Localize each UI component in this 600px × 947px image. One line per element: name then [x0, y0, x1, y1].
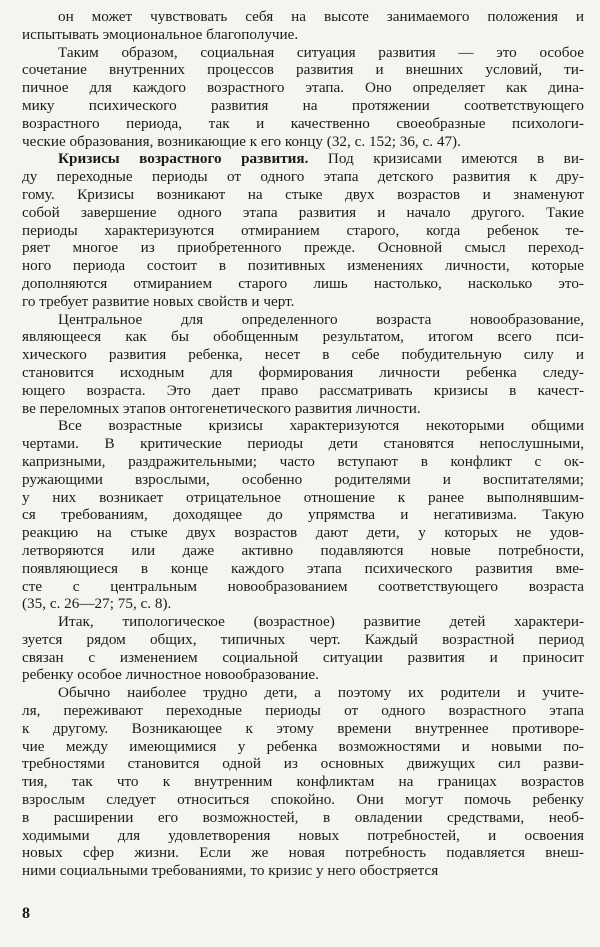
- text-line: собой завершение одного этапа развития и начало другого. Такие: [22, 203, 584, 221]
- text-line: Центральное для определенного возраста новообразование,: [58, 310, 584, 328]
- text-line: ними социальными требованиями, то кризис у него обостряется: [22, 862, 439, 880]
- text-line: тия, так что к внутренним конфликтам на границах возрастов: [22, 773, 584, 791]
- text-line: капризными, раздражительными; часто вступают в конфликт с ок-: [22, 452, 584, 470]
- text-line: в расширении его возможностей, в овладении средствами, необ-: [22, 808, 584, 826]
- text-line: ребенку особое личностное новообразование.: [22, 666, 319, 684]
- text-line: реакцию на стыке двух возрастов дают дети, у которых не удов-: [22, 524, 584, 542]
- text-line: Итак, типологическое (возрастное) развитие детей характери-: [58, 613, 584, 631]
- text-line: чие между имеющимися у ребенка возможностями и новыми по-: [22, 737, 584, 755]
- paragraph: [22, 8, 584, 44]
- text-line: ся требованиям, доходящее до упрямства и негативизма. Такую: [22, 506, 584, 524]
- text-line: зуется рядом общих, типичных черт. Каждый возрастной период: [22, 630, 584, 648]
- text-line: ружающими взрослыми, особенно родителями и воспитателями;: [22, 470, 584, 488]
- text-line: ля, переживают переходные периоды от одного возрастного этапа: [22, 702, 584, 720]
- text-line: Обычно наиболее трудно дети, а поэтому их родители и учите-: [58, 684, 584, 702]
- text-line: гому. Кризисы возникают на стыке двух возрастов и знаменуют: [22, 185, 584, 203]
- text-line: взрослым следует относиться спокойно. Они могут помочь ребенку: [22, 791, 584, 809]
- text-line-content: Под кризисами имеются в ви-: [308, 150, 585, 168]
- text-line: являющееся как бы обобщенным результатом, итогом всего пси-: [22, 328, 584, 346]
- text-line: Все возрастные кризисы характеризуются некоторыми общими: [58, 417, 584, 435]
- text-line: летворяются или даже активно подавляются новые потребности,: [22, 541, 584, 559]
- text-line: у них возникает отрицательное отношение к ранее выполнявшим-: [22, 488, 584, 506]
- page-number: 8: [22, 905, 30, 922]
- paragraph: [22, 44, 584, 151]
- text-line: ходимыми для удовлетворения новых потребностей, и освоения: [22, 826, 584, 844]
- text-line: (35, с. 26—27; 75, с. 8).: [22, 595, 172, 613]
- text-line: к другому. Возникающее к этому времени внутреннее противоре-: [22, 719, 584, 737]
- text-line: Таким образом, социальная ситуация развития — это особое: [58, 43, 584, 61]
- text-line: ряет многое из приобретенного прежде. Основной смысл переход-: [22, 239, 584, 257]
- text-line: го требует развитие новых свойств и черт.: [22, 292, 295, 310]
- section-heading: Кризисы возрастного развития.: [58, 150, 309, 168]
- text-line: сочетание внутренних процессов развития и внешних условий, ти-: [22, 61, 584, 79]
- text-line: мику психического развития на протяжении соответствующего: [22, 96, 584, 114]
- text-line: чертами. В критические периоды дети становятся непослушными,: [22, 435, 584, 453]
- text-line: новых сфер жизни. Если же новая потребность подавляется внеш-: [22, 844, 584, 862]
- text-line: ве переломных этапов онтогенетического развития личности.: [22, 399, 421, 417]
- text-line: он может чувствовать себя на высоте занимаемого положения и: [58, 8, 584, 25]
- paragraph: [22, 311, 584, 418]
- text-line: сте с центральным новообразованием соответствующего возраста: [22, 577, 584, 595]
- text-line: становится исходным для формирования личности ребенка следу-: [22, 363, 584, 381]
- text-line: требностями становится одной из основных движущих сил разви-: [22, 755, 584, 773]
- page-text: [22, 8, 584, 880]
- text-line: возрастного периода, так и качественно своеобразные психологи-: [22, 114, 584, 132]
- paragraph: [22, 613, 584, 684]
- text-line: связан с изменением социальной ситуации развития и приносит: [22, 648, 584, 666]
- text-line: дополняются отмиранием старого лишь настолько, насколько это-: [22, 274, 584, 292]
- text-line: пичное для каждого возрастного этапа. Оно определяет как дина-: [22, 79, 584, 97]
- paragraph: [22, 150, 584, 310]
- text-line: ного периода состоит в позитивных изменениях личности, которые: [22, 257, 584, 275]
- text-line: ческие образования, возникающие к его концу (32, с. 152; 36, с. 47).: [22, 132, 461, 150]
- text-line: ющего возраста. Это дает право рассматривать кризисы в качест-: [22, 381, 584, 399]
- text-line: хического развития ребенка, несет в себе побудительную силу и: [22, 346, 584, 364]
- text-line: [22, 150, 584, 168]
- text-line: периоды характеризуются отмиранием старого, когда ребенок те-: [22, 221, 584, 239]
- text-line: испытывать эмоциональное благополучие.: [22, 25, 299, 43]
- text-line: ду переходные периоды от одного этапа детского развития к дру-: [22, 168, 584, 186]
- paragraph: [22, 684, 584, 880]
- text-line: появляющиеся в конце каждого этапа психического развития вме-: [22, 559, 584, 577]
- paragraph: [22, 417, 584, 613]
